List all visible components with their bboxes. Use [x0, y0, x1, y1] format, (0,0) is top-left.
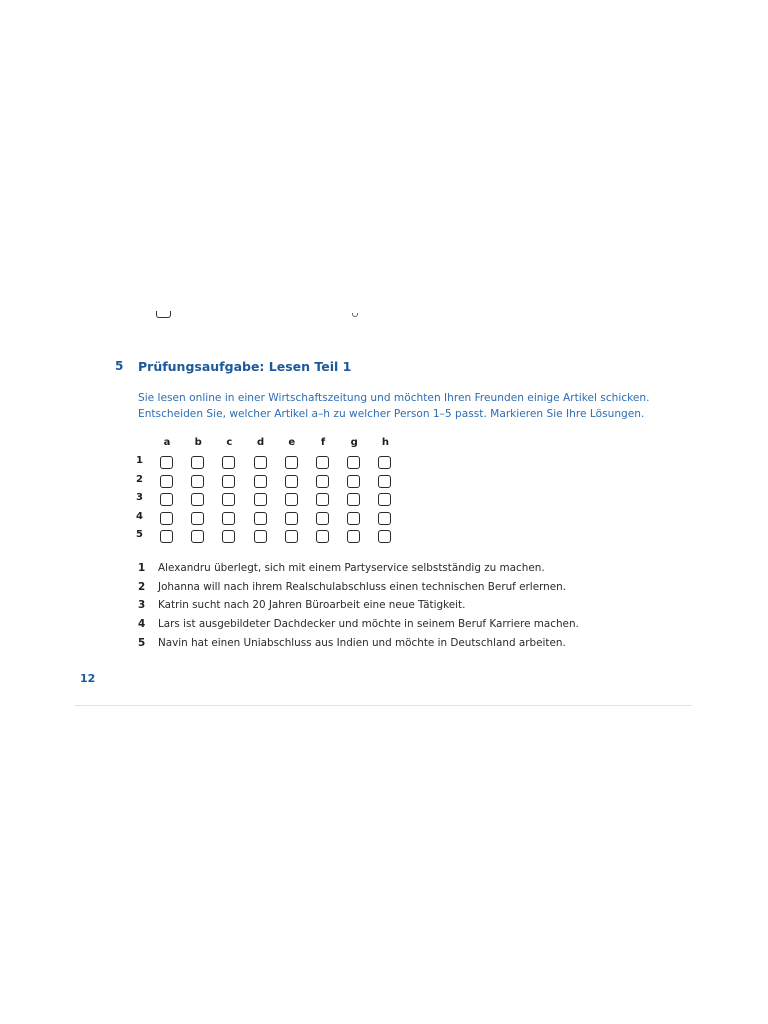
answer-checkbox-4e[interactable]: [285, 512, 298, 525]
answer-checkbox-2c[interactable]: [222, 475, 235, 488]
answer-checkbox-1c[interactable]: [222, 456, 235, 469]
row-label-3: 3: [136, 492, 143, 504]
statement-number: 2: [138, 580, 146, 593]
answer-checkbox-4c[interactable]: [222, 512, 235, 525]
answer-checkbox-1f[interactable]: [316, 456, 329, 469]
column-label-h: h: [381, 437, 389, 448]
column-label-f: f: [320, 437, 326, 448]
answer-checkbox-5h[interactable]: [378, 530, 391, 543]
statement-item: [138, 562, 545, 574]
answer-checkbox-2e[interactable]: [285, 475, 298, 488]
statement-text: Katrin sucht nach 20 Jahren Büroarbeit eine neue Tätigkeit.: [158, 599, 466, 612]
column-label-c: c: [226, 437, 233, 448]
statement-item: [138, 637, 566, 649]
answer-checkbox-4b[interactable]: [191, 512, 204, 525]
answer-checkbox-3d[interactable]: [254, 493, 267, 506]
answer-checkbox-3a[interactable]: [160, 493, 173, 506]
answer-checkbox-5b[interactable]: [191, 530, 204, 543]
answer-checkbox-1h[interactable]: [378, 456, 391, 469]
answer-checkbox-2a[interactable]: [160, 475, 173, 488]
column-label-e: e: [288, 437, 296, 448]
answer-checkbox-5g[interactable]: [347, 530, 360, 543]
answer-checkbox-4f[interactable]: [316, 512, 329, 525]
answer-checkbox-1a[interactable]: [160, 456, 173, 469]
column-label-g: g: [350, 437, 358, 448]
answer-checkbox-5f[interactable]: [316, 530, 329, 543]
statement-item: [138, 618, 579, 630]
answer-checkbox-3g[interactable]: [347, 493, 360, 506]
row-label-5: 5: [136, 529, 143, 541]
statement-text: Alexandru überlegt, sich mit einem Partyservice selbstständig zu machen.: [158, 562, 545, 574]
answer-checkbox-1d[interactable]: [254, 456, 267, 469]
answer-checkbox-2f[interactable]: [316, 475, 329, 488]
answer-checkbox-1e[interactable]: [285, 456, 298, 469]
partial-glyph: [352, 313, 358, 317]
answer-checkbox-2h[interactable]: [378, 475, 391, 488]
task-title: Prüfungsaufgabe: Lesen Teil 1: [138, 359, 352, 374]
answer-checkbox-5c[interactable]: [222, 530, 235, 543]
row-label-4: 4: [136, 510, 143, 522]
page-number: 12: [80, 672, 96, 685]
row-label-2: 2: [136, 473, 143, 485]
row-label-1: 1: [136, 455, 143, 466]
statement-text: Lars ist ausgebildeter Dachdecker und möchte in seinem Beruf Karriere machen.: [158, 618, 579, 631]
column-label-b: b: [194, 437, 202, 448]
statement-text: Johanna will nach ihrem Realschulabschluss einen technischen Beruf erlernen.: [158, 580, 567, 593]
answer-checkbox-5a[interactable]: [160, 530, 173, 543]
answer-checkbox-2g[interactable]: [347, 475, 360, 488]
answer-checkbox-2b[interactable]: [191, 475, 204, 488]
answer-checkbox-3c[interactable]: [222, 493, 235, 506]
answer-checkbox-5d[interactable]: [254, 530, 267, 543]
statement-number: 1: [138, 562, 146, 574]
column-label-d: d: [257, 437, 265, 448]
answer-checkbox-1b[interactable]: [191, 456, 204, 469]
statement-number: 5: [138, 636, 146, 649]
answer-checkbox-4a[interactable]: [160, 512, 173, 525]
answer-checkbox-3h[interactable]: [378, 493, 391, 506]
page-divider: [75, 705, 692, 706]
statement-number: 4: [138, 618, 146, 631]
previous-exercise-fragment: [156, 311, 366, 319]
instruction-line: Sie lesen online in einer Wirtschaftszeitung und möchten Ihren Freunden einige Artikel schicken.: [138, 392, 650, 404]
answer-checkbox-4g[interactable]: [347, 512, 360, 525]
statement-item: [138, 599, 465, 611]
answer-checkbox-3b[interactable]: [191, 493, 204, 506]
instruction-line: Entscheiden Sie, welcher Artikel a–h zu welcher Person 1–5 passt. Markieren Sie Ihre Lösungen.: [138, 408, 645, 420]
answer-checkbox-4d[interactable]: [254, 512, 267, 525]
answer-checkbox-3f[interactable]: [316, 493, 329, 506]
answer-checkbox-2d[interactable]: [254, 475, 267, 488]
answer-checkbox-1g[interactable]: [347, 456, 360, 469]
answer-checkbox-5e[interactable]: [285, 530, 298, 543]
column-label-a: a: [163, 437, 171, 448]
answer-checkbox-3e[interactable]: [285, 493, 298, 506]
task-instructions: [138, 390, 658, 422]
partial-checkbox: [156, 311, 171, 318]
statement-number: 3: [138, 599, 146, 612]
task-number: 5: [115, 359, 124, 373]
statement-item: [138, 581, 566, 593]
statement-text: Navin hat einen Uniabschluss aus Indien und möchte in Deutschland arbeiten.: [158, 636, 566, 649]
answer-checkbox-4h[interactable]: [378, 512, 391, 525]
